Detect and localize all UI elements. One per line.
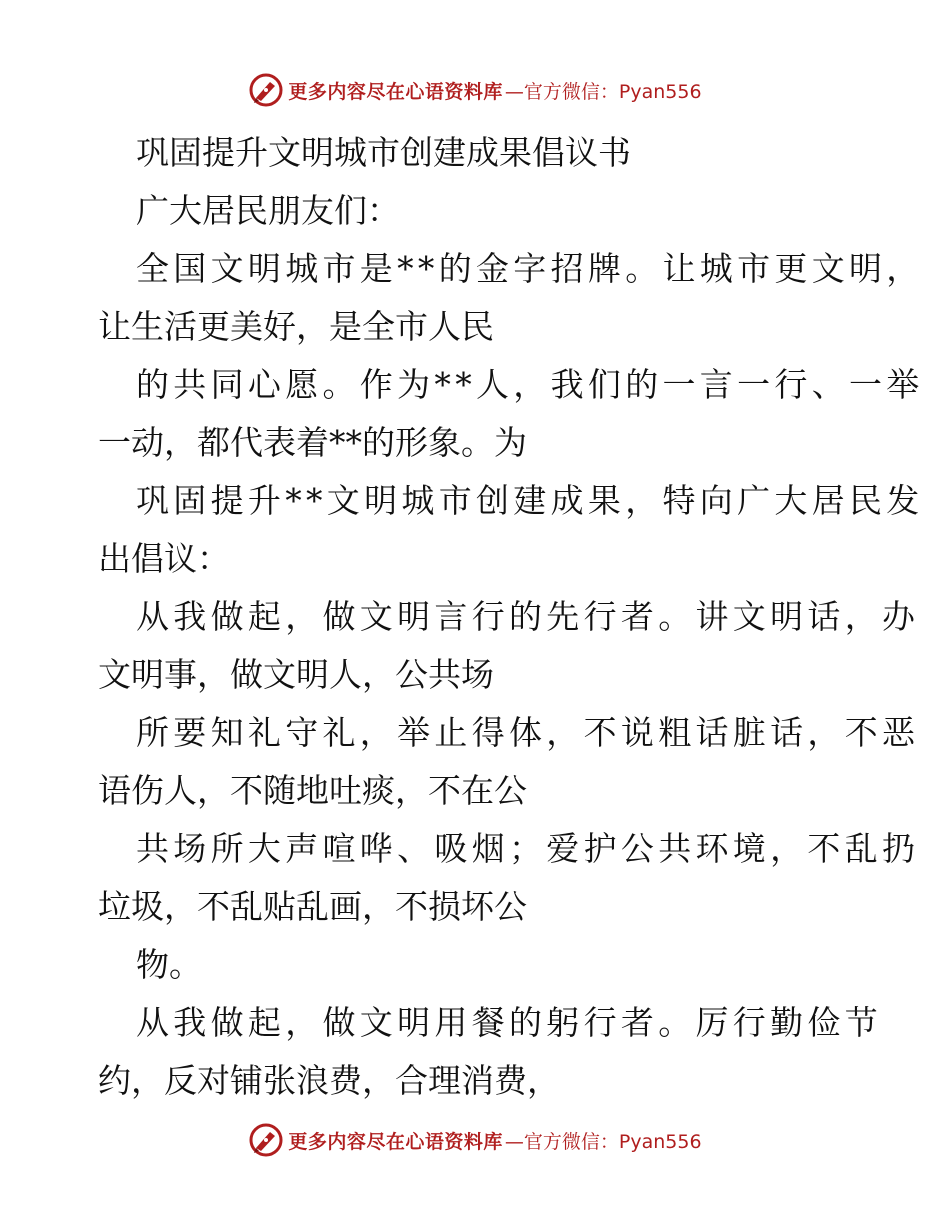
pen-circle-logo-icon <box>248 1122 284 1158</box>
paragraph-line: 语伤人，不随地吐痰，不在公 <box>98 771 527 810</box>
header-text-suffix: —官方微信：Pyan556 <box>504 80 702 103</box>
paragraph-line: 让生活更美好，是全市人民 <box>98 307 494 346</box>
pen-circle-logo-icon <box>248 72 284 108</box>
paragraph-line: 垃圾，不乱贴乱画，不损坏公 <box>98 887 527 926</box>
footer-banner <box>0 1120 950 1160</box>
paragraph-line: 全国文明城市是**的金字招牌。让城市更文明， <box>136 249 924 288</box>
paragraph-line: 的共同心愿。作为**人，我们的一言一行、一举 <box>136 365 924 404</box>
footer-text-suffix: —官方微信：Pyan556 <box>504 1130 702 1153</box>
paragraph-line: 物。 <box>136 945 202 984</box>
paragraph-line: 出倡议： <box>98 539 230 578</box>
paragraph-line: 从我做起，做文明用餐的躬行者。厉行勤俭节 <box>136 1003 882 1042</box>
document-body <box>98 124 924 1110</box>
salutation: 广大居民朋友们： <box>136 191 400 230</box>
header-banner <box>0 70 950 110</box>
paragraph-line: 一动，都代表着**的形象。为 <box>98 423 527 462</box>
paragraph-line: 文明事，做文明人，公共场 <box>98 655 494 694</box>
paragraph-line: 共场所大声喧哗、吸烟；爱护公共环境，不乱扔 <box>136 829 920 868</box>
paragraph-line: 从我做起，做文明言行的先行者。讲文明话，办 <box>136 597 920 636</box>
paragraph-line: 所要知礼守礼，举止得体，不说粗话脏话，不恶 <box>136 713 920 752</box>
header-text-prefix: 更多内容尽在心语资料库 <box>288 80 503 103</box>
paragraph-line: 约，反对铺张浪费，合理消费， <box>98 1061 560 1100</box>
document-title: 巩固提升文明城市创建成果倡议书 <box>136 133 631 172</box>
footer-text-prefix: 更多内容尽在心语资料库 <box>288 1130 503 1153</box>
paragraph-line: 巩固提升**文明城市创建成果，特向广大居民发 <box>136 481 924 520</box>
